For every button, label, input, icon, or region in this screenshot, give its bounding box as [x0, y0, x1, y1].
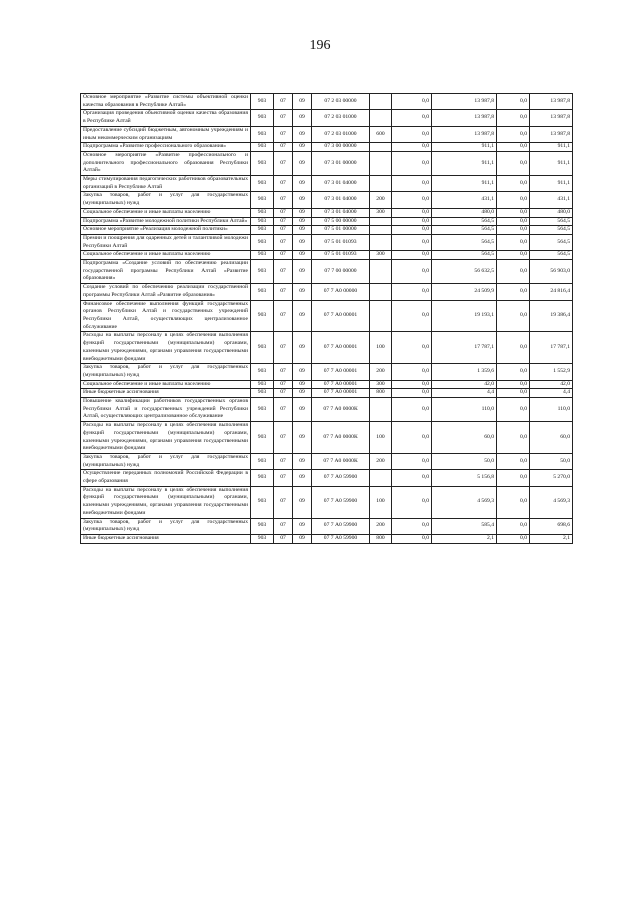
amount-cell-4: 110,0	[530, 398, 573, 422]
amount-cell-2: 60,0	[432, 422, 497, 454]
amount-cell-2: 564,5	[432, 226, 497, 235]
amount-cell-2: 564,5	[432, 251, 497, 260]
row-name-cell: Подпрограмма «Развитие молодежной политики Республики Алтай»	[81, 217, 251, 226]
amount-cell-3: 0,0	[497, 126, 530, 142]
amount-cell-3: 0,0	[497, 389, 530, 398]
subsection-code-cell: 09	[293, 234, 312, 250]
table-row	[81, 534, 573, 543]
target-article-cell: 07 7 А0 00000	[312, 284, 370, 300]
table-row	[81, 398, 573, 422]
amount-cell-4: 4,4	[530, 389, 573, 398]
amount-cell-3: 0,0	[497, 422, 530, 454]
grbs-code-cell: 903	[251, 208, 274, 217]
amount-cell-2: 2,1	[432, 534, 497, 543]
table-row	[81, 486, 573, 518]
expense-type-cell: 800	[370, 534, 392, 543]
row-name-cell: Премии и поощрения для одаренных детей и талантливой молодежи Республики Алтай	[81, 234, 251, 250]
amount-cell-3: 0,0	[497, 143, 530, 152]
expense-type-cell	[370, 110, 392, 126]
grbs-code-cell: 903	[251, 300, 274, 332]
amount-cell-4: 42,0	[530, 380, 573, 389]
target-article-cell: 07 5 00 00000	[312, 217, 370, 226]
amount-cell-1: 0,0	[392, 251, 432, 260]
amount-cell-2: 50,0	[432, 453, 497, 469]
row-name-cell: Закупка товаров, работ и услуг для государственных (муниципальных) нужд	[81, 364, 251, 380]
table-row	[81, 380, 573, 389]
row-name-cell: Социальное обеспечение и иные выплаты населению	[81, 380, 251, 389]
subsection-code-cell: 09	[293, 192, 312, 208]
row-name-cell: Иные бюджетные ассигнования	[81, 534, 251, 543]
table-row	[81, 208, 573, 217]
target-article-cell: 07 3 01 00000	[312, 151, 370, 175]
target-article-cell: 07 2 03 01000	[312, 110, 370, 126]
amount-cell-3: 0,0	[497, 518, 530, 534]
table-row	[81, 518, 573, 534]
target-article-cell: 07 7 А0 0000К	[312, 422, 370, 454]
section-code-cell: 07	[274, 398, 293, 422]
row-name-cell: Предоставление субсидий бюджетным, автономным учреждениям и иным некоммерческим организациям	[81, 126, 251, 142]
amount-cell-3: 0,0	[497, 453, 530, 469]
amount-cell-2: 1 359,6	[432, 364, 497, 380]
row-name-cell: Осуществление переданных полномочий Российской Федерации в сфере образования	[81, 470, 251, 486]
row-name-cell: Подпрограмма «Развитие профессионального образования»	[81, 143, 251, 152]
subsection-code-cell: 09	[293, 518, 312, 534]
amount-cell-2: 585,4	[432, 518, 497, 534]
subsection-code-cell: 09	[293, 534, 312, 543]
table-row	[81, 251, 573, 260]
amount-cell-4: 1 552,9	[530, 364, 573, 380]
table-row	[81, 453, 573, 469]
amount-cell-3: 0,0	[497, 151, 530, 175]
amount-cell-1: 0,0	[392, 226, 432, 235]
row-name-cell: Организация проведения объективной оценки качества образования в Республике Алтай	[81, 110, 251, 126]
expense-type-cell: 100	[370, 422, 392, 454]
amount-cell-3: 0,0	[497, 208, 530, 217]
table-row	[81, 217, 573, 226]
table-row	[81, 234, 573, 250]
amount-cell-2: 13 987,8	[432, 110, 497, 126]
target-article-cell: 07 3 01 04000	[312, 208, 370, 217]
grbs-code-cell: 903	[251, 389, 274, 398]
expense-type-cell: 300	[370, 208, 392, 217]
amount-cell-3: 0,0	[497, 284, 530, 300]
page-number: 196	[309, 38, 331, 53]
amount-cell-1: 0,0	[392, 470, 432, 486]
table-row	[81, 332, 573, 364]
amount-cell-2: 110,0	[432, 398, 497, 422]
amount-cell-4: 911,1	[530, 143, 573, 152]
row-name-cell: Подпрограмма «Создание условий по обеспечению реализации государственной программы Республики Алтай «Развитие образования»	[81, 260, 251, 284]
table-row	[81, 364, 573, 380]
section-code-cell: 07	[274, 389, 293, 398]
target-article-cell: 07 7 А0 0000К	[312, 453, 370, 469]
section-code-cell: 07	[274, 260, 293, 284]
row-name-cell: Закупка товаров, работ и услуг для государственных (муниципальных) нужд	[81, 453, 251, 469]
amount-cell-1: 0,0	[392, 534, 432, 543]
budget-table-body	[81, 94, 573, 544]
subsection-code-cell: 09	[293, 217, 312, 226]
expense-type-cell	[370, 300, 392, 332]
amount-cell-4: 431,1	[530, 192, 573, 208]
section-code-cell: 07	[274, 226, 293, 235]
row-name-cell: Финансовое обеспечение выполнения функций государственных органов Республики Алтай и государственных учреждений Республики Алтай, осуществляющих централизованное обслуживание	[81, 300, 251, 332]
row-name-cell: Расходы на выплаты персоналу в целях обеспечения выполнения функций государственными (муниципальными) органами, казенными учреждениями, органами управления государственными внебюджетными фондами	[81, 422, 251, 454]
grbs-code-cell: 903	[251, 217, 274, 226]
row-name-cell: Расходы на выплаты персоналу в целях обеспечения выполнения функций государственными (муниципальными) органами, казенными учреждениями, органами управления государственными внебюджетными фондами	[81, 486, 251, 518]
amount-cell-4: 564,5	[530, 251, 573, 260]
amount-cell-4: 5 270,0	[530, 470, 573, 486]
section-code-cell: 07	[274, 453, 293, 469]
grbs-code-cell: 903	[251, 151, 274, 175]
target-article-cell: 07 7 А0 0000К	[312, 398, 370, 422]
row-name-cell: Основное мероприятие «Реализация молодежной политики»	[81, 226, 251, 235]
section-code-cell: 07	[274, 208, 293, 217]
subsection-code-cell: 09	[293, 94, 312, 110]
row-name-cell: Основное мероприятие «Развитие профессионального и дополнительного профессионального образования Республики Алтай»	[81, 151, 251, 175]
amount-cell-2: 911,1	[432, 151, 497, 175]
table-row	[81, 284, 573, 300]
amount-cell-1: 0,0	[392, 422, 432, 454]
amount-cell-2: 56 632,5	[432, 260, 497, 284]
section-code-cell: 07	[274, 94, 293, 110]
grbs-code-cell: 903	[251, 143, 274, 152]
table-row	[81, 470, 573, 486]
table-row	[81, 260, 573, 284]
grbs-code-cell: 903	[251, 110, 274, 126]
row-name-cell: Повышение квалификации работников государственных органов Республики Алтай и государственных учреждений Республики Алтай, осуществляющих централизованное обслуживание	[81, 398, 251, 422]
amount-cell-1: 0,0	[392, 143, 432, 152]
target-article-cell: 07 5 01 01093	[312, 251, 370, 260]
expense-type-cell	[370, 398, 392, 422]
amount-cell-3: 0,0	[497, 251, 530, 260]
section-code-cell: 07	[274, 332, 293, 364]
subsection-code-cell: 09	[293, 176, 312, 192]
expense-type-cell: 100	[370, 332, 392, 364]
target-article-cell: 07 7 А0 00001	[312, 332, 370, 364]
section-code-cell: 07	[274, 470, 293, 486]
amount-cell-3: 0,0	[497, 470, 530, 486]
amount-cell-4: 19 386,4	[530, 300, 573, 332]
table-row	[81, 151, 573, 175]
row-name-cell: Расходы на выплаты персоналу в целях обеспечения выполнения функций государственными (муниципальными) органами, казенными учреждениями, органами управления государственными внебюджетными фондами	[81, 332, 251, 364]
amount-cell-3: 0,0	[497, 486, 530, 518]
subsection-code-cell: 09	[293, 208, 312, 217]
amount-cell-4: 911,1	[530, 176, 573, 192]
amount-cell-3: 0,0	[497, 110, 530, 126]
expense-type-cell	[370, 217, 392, 226]
grbs-code-cell: 903	[251, 453, 274, 469]
expense-type-cell	[370, 151, 392, 175]
subsection-code-cell: 09	[293, 422, 312, 454]
amount-cell-3: 0,0	[497, 534, 530, 543]
amount-cell-4: 50,0	[530, 453, 573, 469]
amount-cell-3: 0,0	[497, 217, 530, 226]
row-name-cell: Социальное обеспечение и иные выплаты населению	[81, 208, 251, 217]
expense-type-cell	[370, 470, 392, 486]
subsection-code-cell: 09	[293, 486, 312, 518]
section-code-cell: 07	[274, 251, 293, 260]
expense-type-cell	[370, 234, 392, 250]
amount-cell-1: 0,0	[392, 380, 432, 389]
amount-cell-2: 564,5	[432, 234, 497, 250]
grbs-code-cell: 903	[251, 176, 274, 192]
amount-cell-1: 0,0	[392, 284, 432, 300]
grbs-code-cell: 903	[251, 470, 274, 486]
expense-type-cell: 200	[370, 518, 392, 534]
section-code-cell: 07	[274, 518, 293, 534]
table-row	[81, 94, 573, 110]
amount-cell-2: 19 193,1	[432, 300, 497, 332]
amount-cell-4: 13 987,8	[530, 110, 573, 126]
amount-cell-4: 2,1	[530, 534, 573, 543]
target-article-cell: 07 7 А0 59900	[312, 470, 370, 486]
amount-cell-1: 0,0	[392, 300, 432, 332]
expense-type-cell	[370, 94, 392, 110]
target-article-cell: 07 7 А0 59900	[312, 486, 370, 518]
subsection-code-cell: 09	[293, 470, 312, 486]
subsection-code-cell: 09	[293, 251, 312, 260]
section-code-cell: 07	[274, 217, 293, 226]
expense-type-cell	[370, 143, 392, 152]
target-article-cell: 07 5 01 00000	[312, 226, 370, 235]
amount-cell-1: 0,0	[392, 110, 432, 126]
section-code-cell: 07	[274, 284, 293, 300]
amount-cell-4: 60,0	[530, 422, 573, 454]
amount-cell-1: 0,0	[392, 94, 432, 110]
expense-type-cell: 800	[370, 389, 392, 398]
target-article-cell: 07 7 А0 59900	[312, 534, 370, 543]
grbs-code-cell: 903	[251, 192, 274, 208]
amount-cell-4: 13 987,8	[530, 126, 573, 142]
target-article-cell: 07 7 А0 00001	[312, 389, 370, 398]
expense-type-cell: 300	[370, 251, 392, 260]
amount-cell-1: 0,0	[392, 398, 432, 422]
table-row	[81, 126, 573, 142]
target-article-cell: 07 7 А0 59900	[312, 518, 370, 534]
grbs-code-cell: 903	[251, 534, 274, 543]
table-row	[81, 176, 573, 192]
amount-cell-4: 17 787,1	[530, 332, 573, 364]
section-code-cell: 07	[274, 151, 293, 175]
target-article-cell: 07 3 00 00000	[312, 143, 370, 152]
amount-cell-4: 698,6	[530, 518, 573, 534]
amount-cell-1: 0,0	[392, 126, 432, 142]
expense-type-cell	[370, 226, 392, 235]
section-code-cell: 07	[274, 534, 293, 543]
amount-cell-2: 480,0	[432, 208, 497, 217]
subsection-code-cell: 09	[293, 260, 312, 284]
amount-cell-3: 0,0	[497, 380, 530, 389]
section-code-cell: 07	[274, 126, 293, 142]
grbs-code-cell: 903	[251, 422, 274, 454]
target-article-cell: 07 7 А0 00001	[312, 380, 370, 389]
row-name-cell: Социальное обеспечение и иные выплаты населению	[81, 251, 251, 260]
expense-type-cell: 200	[370, 364, 392, 380]
expense-type-cell: 200	[370, 192, 392, 208]
amount-cell-4: 24 816,4	[530, 284, 573, 300]
expense-type-cell: 600	[370, 126, 392, 142]
expense-type-cell: 200	[370, 453, 392, 469]
amount-cell-3: 0,0	[497, 260, 530, 284]
amount-cell-3: 0,0	[497, 332, 530, 364]
amount-cell-1: 0,0	[392, 151, 432, 175]
grbs-code-cell: 903	[251, 332, 274, 364]
subsection-code-cell: 09	[293, 151, 312, 175]
section-code-cell: 07	[274, 234, 293, 250]
subsection-code-cell: 09	[293, 300, 312, 332]
amount-cell-1: 0,0	[392, 192, 432, 208]
subsection-code-cell: 09	[293, 110, 312, 126]
amount-cell-2: 564,5	[432, 217, 497, 226]
target-article-cell: 07 2 03 00000	[312, 94, 370, 110]
grbs-code-cell: 903	[251, 284, 274, 300]
amount-cell-1: 0,0	[392, 208, 432, 217]
expense-type-cell: 300	[370, 380, 392, 389]
amount-cell-3: 0,0	[497, 176, 530, 192]
budget-table	[80, 93, 573, 544]
grbs-code-cell: 903	[251, 486, 274, 518]
table-row	[81, 389, 573, 398]
row-name-cell: Создание условий по обеспечению реализации государственной программы Республики Алтай «Развитие образования»	[81, 284, 251, 300]
amount-cell-2: 911,1	[432, 176, 497, 192]
row-name-cell: Иные бюджетные ассигнования	[81, 389, 251, 398]
amount-cell-2: 42,0	[432, 380, 497, 389]
amount-cell-2: 4,4	[432, 389, 497, 398]
expense-type-cell	[370, 284, 392, 300]
amount-cell-1: 0,0	[392, 234, 432, 250]
expense-type-cell: 100	[370, 486, 392, 518]
subsection-code-cell: 09	[293, 284, 312, 300]
amount-cell-4: 564,5	[530, 234, 573, 250]
amount-cell-2: 13 987,8	[432, 126, 497, 142]
table-row	[81, 192, 573, 208]
amount-cell-3: 0,0	[497, 234, 530, 250]
amount-cell-4: 13 987,8	[530, 94, 573, 110]
amount-cell-2: 17 787,1	[432, 332, 497, 364]
subsection-code-cell: 09	[293, 389, 312, 398]
subsection-code-cell: 09	[293, 364, 312, 380]
grbs-code-cell: 903	[251, 251, 274, 260]
grbs-code-cell: 903	[251, 364, 274, 380]
section-code-cell: 07	[274, 486, 293, 518]
section-code-cell: 07	[274, 380, 293, 389]
amount-cell-4: 480,0	[530, 208, 573, 217]
section-code-cell: 07	[274, 110, 293, 126]
section-code-cell: 07	[274, 364, 293, 380]
grbs-code-cell: 903	[251, 126, 274, 142]
subsection-code-cell: 09	[293, 143, 312, 152]
amount-cell-1: 0,0	[392, 217, 432, 226]
grbs-code-cell: 903	[251, 380, 274, 389]
subsection-code-cell: 09	[293, 398, 312, 422]
row-name-cell: Закупка товаров, работ и услуг для государственных (муниципальных) нужд	[81, 192, 251, 208]
amount-cell-1: 0,0	[392, 389, 432, 398]
amount-cell-1: 0,0	[392, 518, 432, 534]
target-article-cell: 07 7 00 00000	[312, 260, 370, 284]
amount-cell-2: 24 509,9	[432, 284, 497, 300]
expense-type-cell	[370, 176, 392, 192]
amount-cell-1: 0,0	[392, 332, 432, 364]
amount-cell-2: 4 569,3	[432, 486, 497, 518]
grbs-code-cell: 903	[251, 260, 274, 284]
section-code-cell: 07	[274, 192, 293, 208]
target-article-cell: 07 5 01 01093	[312, 234, 370, 250]
amount-cell-3: 0,0	[497, 192, 530, 208]
amount-cell-4: 911,1	[530, 151, 573, 175]
section-code-cell: 07	[274, 176, 293, 192]
amount-cell-4: 56 903,0	[530, 260, 573, 284]
amount-cell-4: 564,5	[530, 217, 573, 226]
amount-cell-2: 13 987,8	[432, 94, 497, 110]
subsection-code-cell: 09	[293, 332, 312, 364]
table-row	[81, 110, 573, 126]
amount-cell-4: 4 569,3	[530, 486, 573, 518]
amount-cell-1: 0,0	[392, 260, 432, 284]
section-code-cell: 07	[274, 143, 293, 152]
subsection-code-cell: 09	[293, 380, 312, 389]
target-article-cell: 07 3 01 04000	[312, 176, 370, 192]
target-article-cell: 07 7 А0 00001	[312, 300, 370, 332]
amount-cell-3: 0,0	[497, 226, 530, 235]
section-code-cell: 07	[274, 422, 293, 454]
amount-cell-1: 0,0	[392, 486, 432, 518]
amount-cell-3: 0,0	[497, 300, 530, 332]
row-name-cell: Меры стимулирования педагогических работников образовательных организаций в Республике Алтай	[81, 176, 251, 192]
grbs-code-cell: 903	[251, 226, 274, 235]
subsection-code-cell: 09	[293, 453, 312, 469]
target-article-cell: 07 7 А0 00001	[312, 364, 370, 380]
amount-cell-1: 0,0	[392, 453, 432, 469]
amount-cell-1: 0,0	[392, 364, 432, 380]
grbs-code-cell: 903	[251, 94, 274, 110]
grbs-code-cell: 903	[251, 518, 274, 534]
amount-cell-2: 5 156,8	[432, 470, 497, 486]
expense-type-cell	[370, 260, 392, 284]
amount-cell-4: 564,5	[530, 226, 573, 235]
grbs-code-cell: 903	[251, 398, 274, 422]
amount-cell-3: 0,0	[497, 398, 530, 422]
target-article-cell: 07 2 03 01000	[312, 126, 370, 142]
row-name-cell: Закупка товаров, работ и услуг для государственных (муниципальных) нужд	[81, 518, 251, 534]
subsection-code-cell: 09	[293, 126, 312, 142]
section-code-cell: 07	[274, 300, 293, 332]
amount-cell-2: 911,1	[432, 143, 497, 152]
table-row	[81, 422, 573, 454]
table-row	[81, 143, 573, 152]
amount-cell-3: 0,0	[497, 364, 530, 380]
grbs-code-cell: 903	[251, 234, 274, 250]
subsection-code-cell: 09	[293, 226, 312, 235]
amount-cell-3: 0,0	[497, 94, 530, 110]
target-article-cell: 07 3 01 04000	[312, 192, 370, 208]
amount-cell-2: 431,1	[432, 192, 497, 208]
table-row	[81, 300, 573, 332]
table-row	[81, 226, 573, 235]
row-name-cell: Основное мероприятие «Развитие системы объективной оценки качества образования в Республике Алтай»	[81, 94, 251, 110]
amount-cell-1: 0,0	[392, 176, 432, 192]
